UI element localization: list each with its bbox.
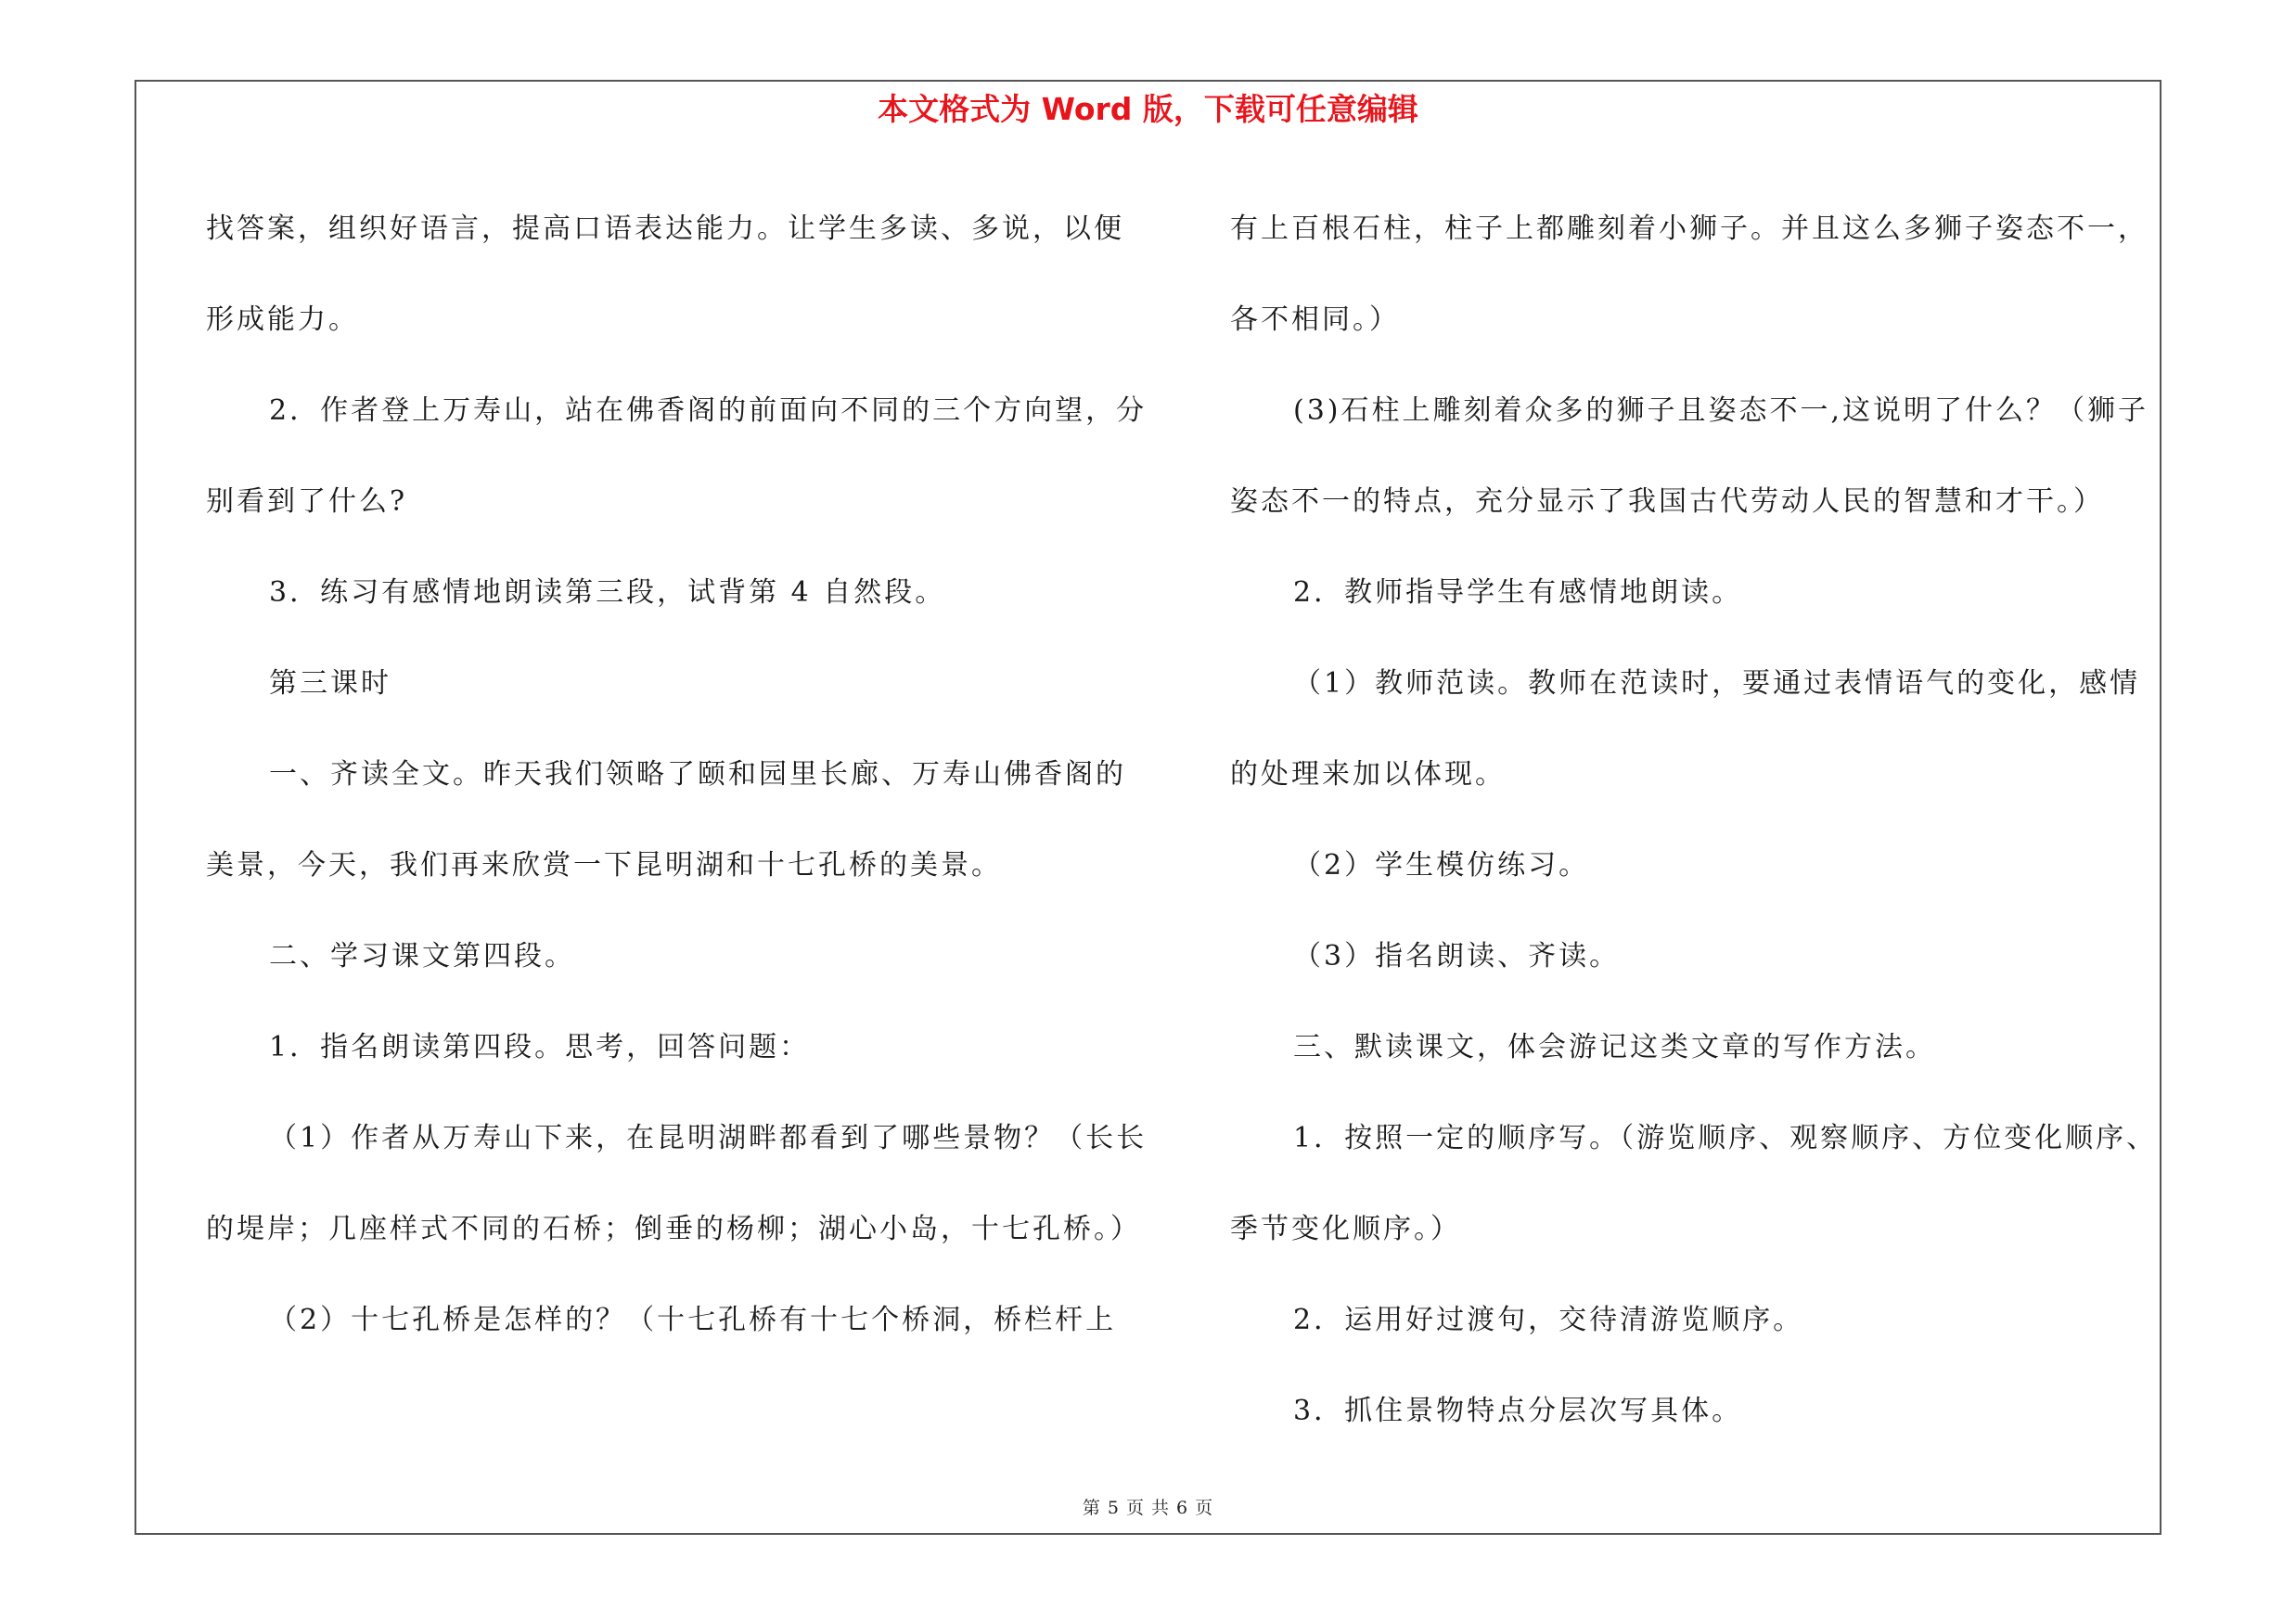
section-heading: 第三课时	[269, 667, 391, 700]
paragraph: 2．作者登上万寿山，站在佛香阁的前面向不同的三个方向望，分别看到了什么?	[206, 394, 1148, 518]
paragraph: 2．运用好过渡句，交待清游览顺序。	[1293, 1304, 1804, 1336]
right-column	[1230, 184, 2167, 1457]
paragraph: 1．指名朗读第四段。思考，回答问题：	[269, 1031, 811, 1063]
paragraph: 三、默读课文，体会游记这类文章的写作方法。	[1293, 1031, 1936, 1063]
paragraph: （2）学生模仿练习。	[1293, 849, 1590, 882]
paragraph: （1）作者从万寿山下来，在昆明湖畔都看到了哪些景物？（长长的堤岸；几座样式不同的石桥；倒垂的杨柳；湖心小岛，十七孔桥。）	[206, 1122, 1148, 1245]
paragraph: 找答案，组织好语言，提高口语表达能力。让学生多读、多说，以便形成能力。	[206, 213, 1124, 336]
paragraph: 1．按照一定的顺序写。（游览顺序、观察顺序、方位变化顺序、季节变化顺序。）	[1230, 1122, 2158, 1245]
paragraph: （3）指名朗读、齐读。	[1293, 940, 1621, 973]
paragraph: (3)石柱上雕刻着众多的狮子且姿态不一,这说明了什么？（狮子姿态不一的特点，充分显示了我国古代劳动人民的智慧和才干。）	[1230, 394, 2149, 518]
paragraph: （1）教师范读。教师在范读时，要通过表情语气的变化，感情的处理来加以体现。	[1230, 667, 2141, 791]
word-format-banner: 本文格式为 Word 版，下载可任意编辑	[878, 91, 1418, 127]
left-column	[206, 184, 1152, 1366]
page-number-footer: 第 5 页 共 6 页	[1082, 1498, 1214, 1518]
paragraph: 有上百根石柱，柱子上都雕刻着小狮子。并且这么多狮子姿态不一，各不相同。）	[1230, 213, 2148, 336]
paragraph: 一、齐读全文。昨天我们领略了颐和园里长廊、万寿山佛香阁的美景，今天，我们再来欣赏一下昆明湖和十七孔桥的美景。	[206, 758, 1126, 882]
paragraph: （2）十七孔桥是怎样的？（十七孔桥有十七个桥洞，桥栏杆上	[269, 1304, 1117, 1336]
paragraph: 二、学习课文第四段。	[269, 940, 575, 973]
paragraph: 2．教师指导学生有感情地朗读。	[1293, 576, 1743, 609]
paragraph: 3．练习有感情地朗读第三段，试背第 4 自然段。	[269, 576, 946, 609]
paragraph: 3．抓住景物特点分层次写具体。	[1293, 1395, 1743, 1427]
